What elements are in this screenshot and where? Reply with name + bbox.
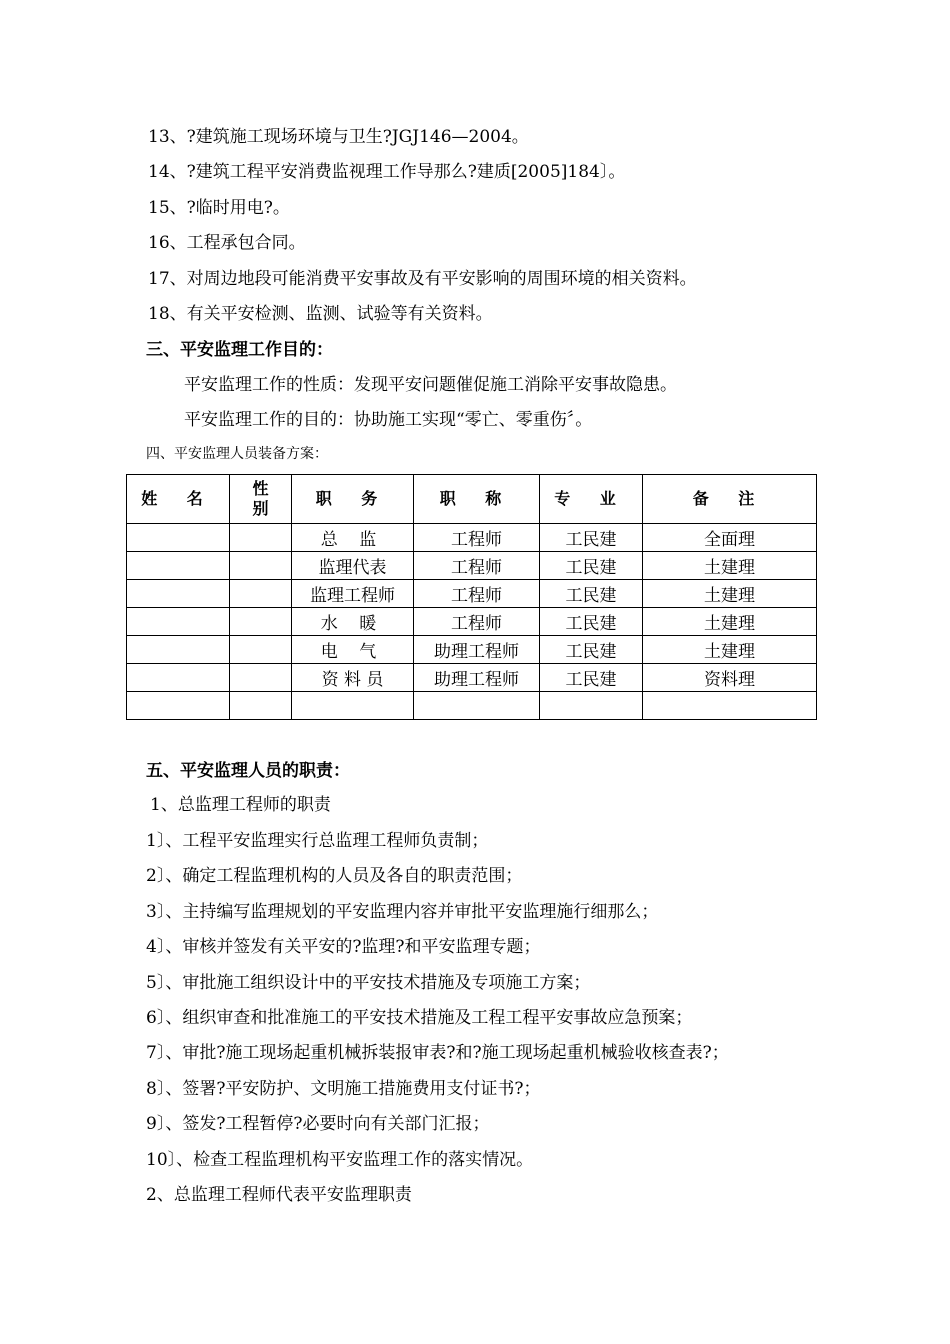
table-row bbox=[127, 580, 817, 608]
list-item: 13、?建筑施工现场环境与卫生?JGJ146—2004。 bbox=[148, 127, 529, 147]
table-cell bbox=[230, 580, 292, 608]
table-cell bbox=[643, 692, 817, 720]
list-item: 6〕、组织审查和批准施工的平安技术措施及工程工程平安事故应急预案； bbox=[146, 1008, 693, 1028]
table-cell: 电 气 bbox=[292, 636, 414, 664]
table-cell: 助理工程师 bbox=[414, 664, 540, 692]
column-header: 职 称 bbox=[414, 475, 540, 524]
table-cell bbox=[230, 608, 292, 636]
table-cell: 资料理 bbox=[643, 664, 817, 692]
sub-heading: 2、总监理工程师代表平安监理职责 bbox=[146, 1185, 412, 1205]
table-cell bbox=[127, 580, 230, 608]
table-cell: 资 料 员 bbox=[292, 664, 414, 692]
section-heading: 四、平安监理人员装备方案： bbox=[146, 446, 328, 462]
column-header: 职 务 bbox=[292, 475, 414, 524]
table-cell bbox=[127, 636, 230, 664]
table-cell: 工民建 bbox=[540, 636, 643, 664]
table-cell bbox=[127, 552, 230, 580]
table-cell: 土建理 bbox=[643, 636, 817, 664]
table-row bbox=[127, 608, 817, 636]
table-cell: 工程师 bbox=[414, 580, 540, 608]
table-row bbox=[127, 664, 817, 692]
list-item: 5〕、审批施工组织设计中的平安技术措施及专项施工方案； bbox=[146, 973, 591, 993]
table-cell bbox=[230, 664, 292, 692]
column-header: 备 注 bbox=[643, 475, 817, 524]
table-cell: 工民建 bbox=[540, 664, 643, 692]
list-item: 16、工程承包合同。 bbox=[148, 233, 306, 253]
column-header: 性别 bbox=[230, 475, 292, 524]
list-item: 4〕、审核并签发有关平安的?监理?和平安监理专题； bbox=[146, 937, 541, 957]
table-cell: 工民建 bbox=[540, 608, 643, 636]
list-item: 17、对周边地段可能消费平安事故及有平安影响的周围环境的相关资料。 bbox=[148, 269, 697, 289]
table-cell: 工民建 bbox=[540, 524, 643, 552]
list-item: 14、?建筑工程平安消费监视理工作导那么?建质[2005]184〕。 bbox=[148, 162, 626, 182]
table-cell bbox=[127, 608, 230, 636]
table-cell bbox=[230, 524, 292, 552]
paragraph: 平安监理工作的性质：发现平安问题催促施工消除平安事故隐患。 bbox=[184, 375, 677, 395]
table-cell: 工程师 bbox=[414, 608, 540, 636]
list-item: 15、?临时用电?。 bbox=[148, 198, 290, 218]
table-cell: 工程师 bbox=[414, 524, 540, 552]
table-cell: 全面理 bbox=[643, 524, 817, 552]
column-header: 专 业 bbox=[540, 475, 643, 524]
sub-heading: 1、总监理工程师的职责 bbox=[150, 795, 331, 815]
table-row bbox=[127, 692, 817, 720]
list-item: 8〕、签署?平安防护、文明施工措施费用支付证书?； bbox=[146, 1079, 541, 1099]
staff-table bbox=[126, 474, 817, 720]
table-row bbox=[127, 636, 817, 664]
table-cell: 监理代表 bbox=[292, 552, 414, 580]
table-cell bbox=[127, 692, 230, 720]
column-header: 姓 名 bbox=[127, 475, 230, 524]
list-item: 18、有关平安检测、监测、试验等有关资料。 bbox=[148, 304, 493, 324]
section-heading: 五、平安监理人员的职责： bbox=[146, 761, 350, 781]
table-cell bbox=[230, 552, 292, 580]
list-item: 10〕、检查工程监理机构平安监理工作的落实情况。 bbox=[146, 1150, 534, 1170]
table-cell bbox=[414, 692, 540, 720]
list-item: 9〕、签发?工程暂停?必要时向有关部门汇报； bbox=[146, 1114, 490, 1134]
table-cell: 工民建 bbox=[540, 552, 643, 580]
table-row bbox=[127, 552, 817, 580]
table-cell: 土建理 bbox=[643, 608, 817, 636]
table-cell: 土建理 bbox=[643, 552, 817, 580]
table-cell: 工民建 bbox=[540, 580, 643, 608]
list-item: 3〕、主持编写监理规划的平安监理内容并审批平安监理施行细那么； bbox=[146, 902, 659, 922]
table-cell: 助理工程师 bbox=[414, 636, 540, 664]
table-cell: 监理工程师 bbox=[292, 580, 414, 608]
table-row bbox=[127, 524, 817, 552]
table-cell bbox=[127, 524, 230, 552]
list-item: 7〕、审批?施工现场起重机械拆装报审表?和?施工现场起重机械验收核查表?； bbox=[146, 1043, 729, 1063]
table-cell: 土建理 bbox=[643, 580, 817, 608]
table-cell: 总 监 bbox=[292, 524, 414, 552]
table-cell bbox=[230, 636, 292, 664]
section-heading: 三、平安监理工作目的： bbox=[146, 340, 333, 360]
paragraph: 平安监理工作的目的：协助施工实现“零亡、零重伤〞。 bbox=[184, 410, 593, 430]
list-item: 1〕、工程平安监理实行总监理工程师负责制； bbox=[146, 831, 489, 851]
table-header-row bbox=[127, 475, 817, 524]
table-cell bbox=[127, 664, 230, 692]
table-cell bbox=[230, 692, 292, 720]
list-item: 2〕、确定工程监理机构的人员及各自的职责范围； bbox=[146, 866, 523, 886]
table-cell bbox=[540, 692, 643, 720]
table-cell: 水 暖 bbox=[292, 608, 414, 636]
table-cell bbox=[292, 692, 414, 720]
table-cell: 工程师 bbox=[414, 552, 540, 580]
